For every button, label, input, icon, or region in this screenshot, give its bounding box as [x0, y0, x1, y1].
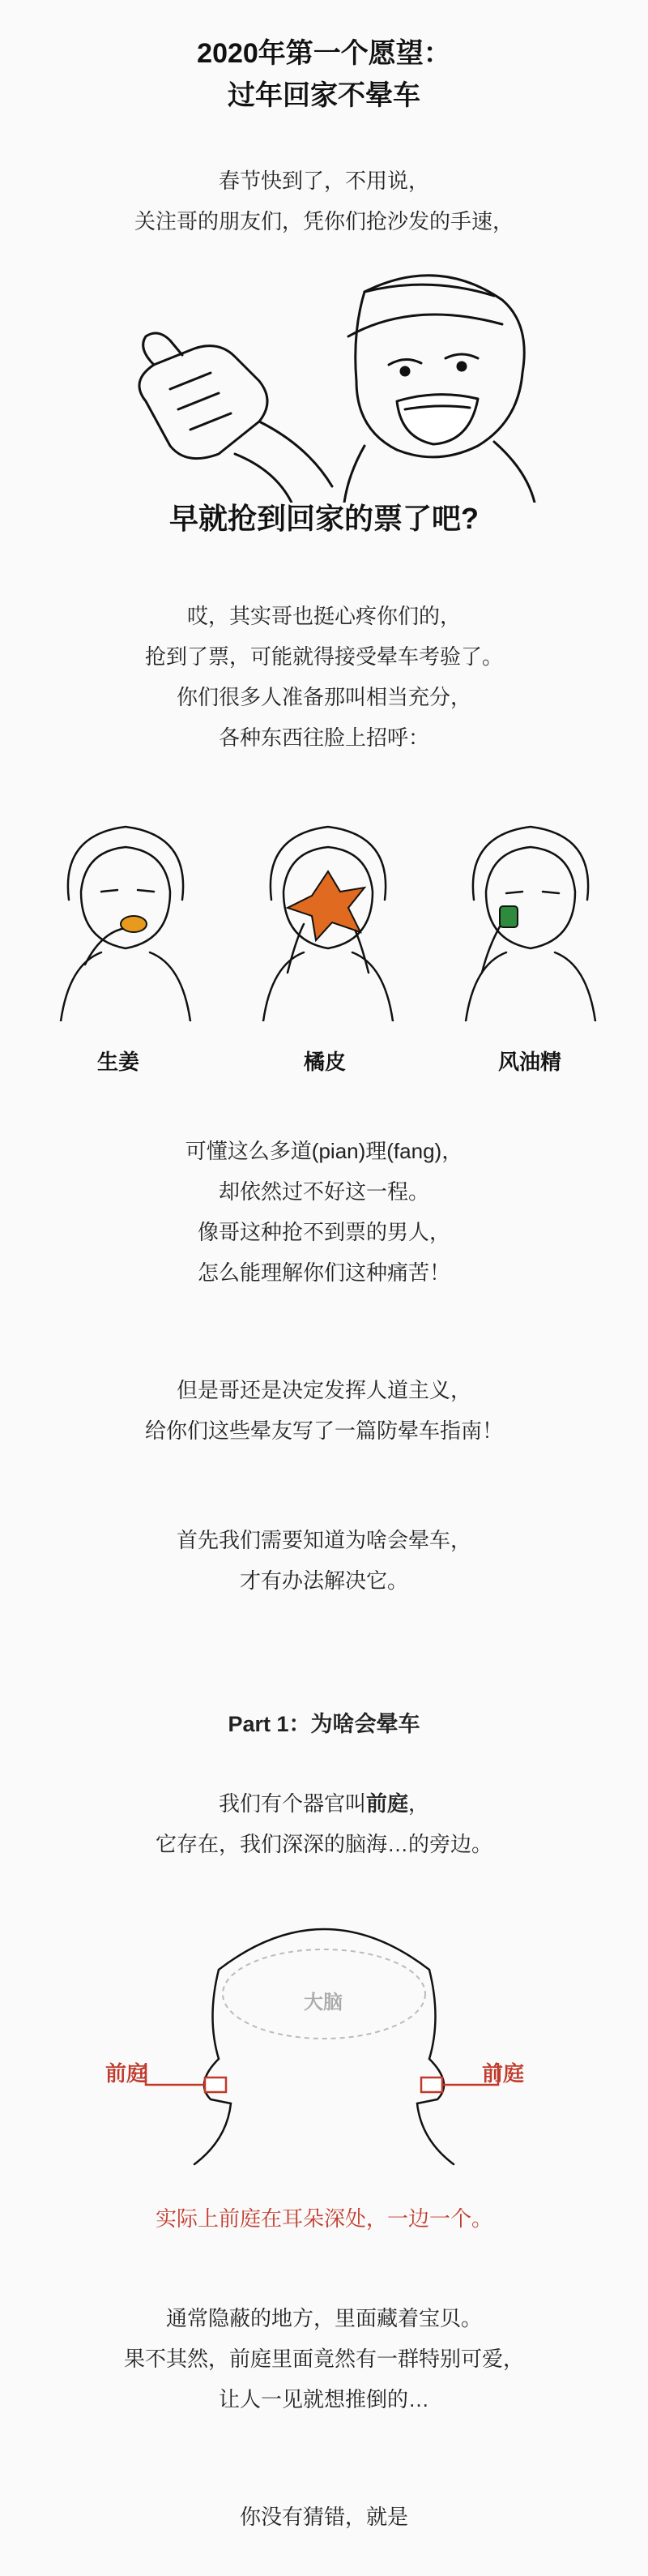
para4-line-1: 但是哥还是决定发挥人道主义， — [176, 1378, 471, 1402]
paragraph-6 — [0, 2298, 648, 2420]
orange-peel-illustration — [239, 802, 417, 1021]
para2-line-4: 各种东西往脸上招呼： — [218, 725, 429, 750]
paragraph-3 — [0, 1131, 648, 1293]
para2-line-3: 你们很多人准备那叫相当充分， — [176, 685, 471, 709]
para6-line-1: 通常隐蔽的地方，里面藏着宝贝。 — [165, 2306, 482, 2330]
paragraph-2 — [0, 596, 648, 758]
paragraph-4 — [0, 1370, 648, 1451]
paragraph-7: 你没有猜错，就是 — [239, 2505, 408, 2529]
para5-line-1: 首先我们需要知道为啥会晕车， — [176, 1528, 471, 1552]
remedy-label-wind-oil: 风油精 — [498, 1050, 562, 1074]
part1-line-1: 我们有个器官叫前庭， — [218, 1791, 430, 1816]
intro-punchline: 早就抢到回家的票了吧? — [169, 502, 479, 535]
intro-paragraph — [0, 160, 648, 242]
pointing-man-illustration — [122, 259, 543, 503]
part1-heading: Part 1：为啥会晕车 — [228, 1712, 420, 1736]
title-line-2: 过年回家不晕车 — [228, 80, 420, 111]
part1-line-2: 它存在，我们深深的脑海…的旁边。 — [155, 1832, 492, 1856]
para2-line-1: 哎，其实哥也挺心疼你们的， — [186, 604, 461, 628]
title-line-1: 2020年第一个愿望： — [197, 38, 451, 69]
para3-line-2: 却依然过不好这一程。 — [218, 1179, 429, 1204]
para3-line-1: 可懂这么多道(pian)理(fang)， — [185, 1139, 463, 1163]
intro-line-1: 春节快到了，不用说， — [218, 169, 429, 193]
part1-intro — [0, 1783, 648, 1864]
para3-line-4: 怎么能理解你们这种痛苦！ — [197, 1260, 450, 1285]
para6-line-3: 让人一见就想推倒的… — [218, 2387, 429, 2411]
remedy-label-ginger: 生姜 — [97, 1050, 140, 1074]
para3-line-3: 像哥这种抢不到票的男人， — [197, 1220, 450, 1244]
remedy-label-orange-peel: 橘皮 — [304, 1050, 347, 1074]
vestibule-term: 前庭 — [365, 1791, 408, 1816]
diagram-caption: 实际上前庭在耳朵深处，一边一个。 — [155, 2206, 492, 2231]
para5-line-2: 才有办法解决它。 — [239, 1568, 408, 1593]
para6-line-2: 果不其然，前庭里面竟然有一群特别可爱， — [123, 2347, 524, 2371]
vestibule-label-left: 前庭 — [105, 2061, 148, 2086]
ginger-illustration — [36, 802, 215, 1021]
page-title — [0, 32, 648, 117]
wind-oil-illustration — [441, 802, 620, 1021]
para4-line-2: 给你们这些晕友写了一篇防晕车指南！ — [144, 1419, 503, 1443]
para2-line-2: 抢到了票，可能就得接受晕车考验了。 — [144, 644, 503, 669]
vestibule-label-right: 前庭 — [482, 2061, 525, 2086]
paragraph-5 — [0, 1520, 648, 1601]
intro-line-2: 关注哥的朋友们，凭你们抢沙发的手速， — [134, 209, 514, 233]
head-diagram — [89, 1897, 559, 2172]
brain-label: 大脑 — [304, 1992, 343, 2013]
